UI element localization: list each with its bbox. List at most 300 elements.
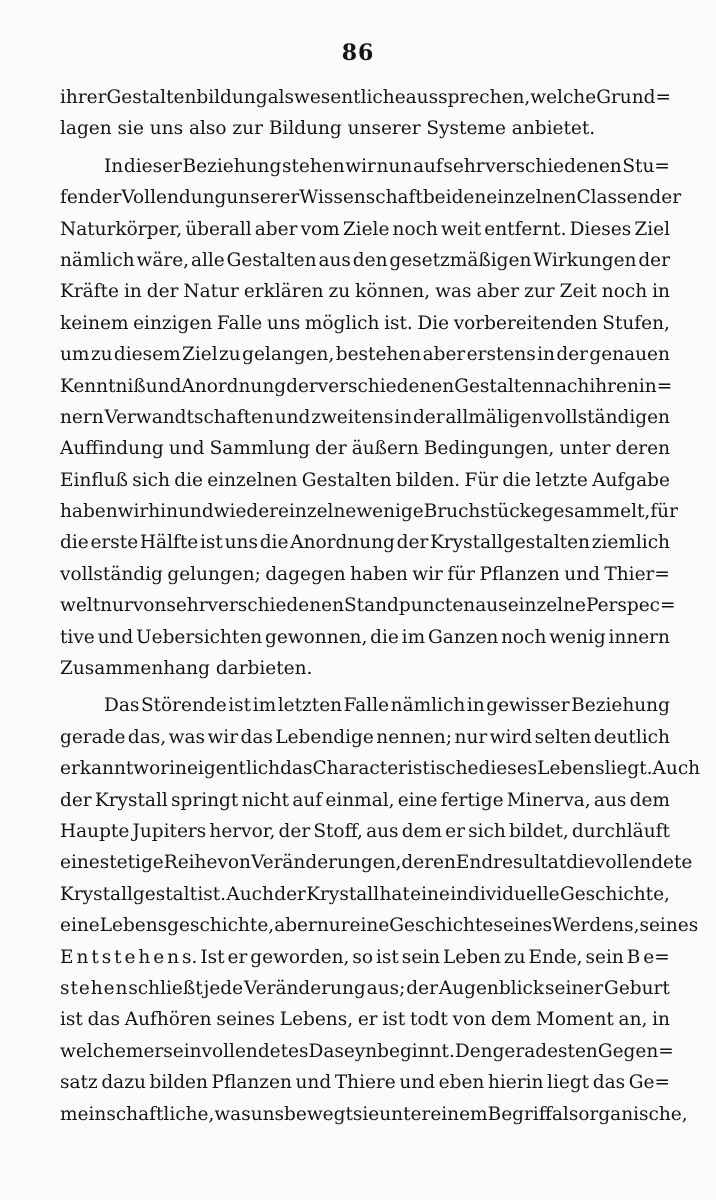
word: gesetzmäßigen xyxy=(389,249,532,271)
word: die xyxy=(259,532,289,554)
word: ihren xyxy=(589,375,639,397)
word: Störende xyxy=(140,695,227,717)
word: noch xyxy=(501,626,547,648)
word: der xyxy=(286,375,318,397)
word: Ge= xyxy=(628,1072,670,1094)
word: können, xyxy=(355,281,431,303)
word: letzten xyxy=(277,695,343,717)
word: sein xyxy=(401,946,441,968)
word: zu xyxy=(90,344,113,366)
word: Leben xyxy=(442,946,501,968)
word: Aufgabe xyxy=(592,469,670,491)
word: in= xyxy=(638,375,673,397)
word: geworden, xyxy=(250,946,350,968)
word: in xyxy=(394,406,413,428)
word: sie xyxy=(352,1103,380,1125)
text-line xyxy=(60,785,670,816)
word: und xyxy=(564,563,600,585)
paragraph xyxy=(60,82,670,145)
word: vollständig xyxy=(60,563,163,585)
word: keinem xyxy=(60,312,129,334)
word: wir xyxy=(117,501,149,523)
word: zu xyxy=(503,946,526,968)
word: wir xyxy=(207,726,239,748)
word: nur xyxy=(100,595,133,617)
text-line xyxy=(60,622,670,653)
word: Standpuncten xyxy=(344,595,476,617)
word: dem xyxy=(401,820,443,842)
word: was xyxy=(214,1103,251,1125)
word: aus xyxy=(366,820,399,842)
word: Grund= xyxy=(596,87,671,108)
word: dieses xyxy=(478,758,538,780)
text-line xyxy=(60,339,670,370)
word: Gegen= xyxy=(597,1040,674,1062)
word: springt xyxy=(171,789,239,811)
word: Die xyxy=(417,312,450,334)
word: Sammlung xyxy=(209,438,310,460)
word: in xyxy=(652,281,670,303)
word: Dieses xyxy=(569,218,632,240)
word: er xyxy=(143,1040,164,1062)
word: nur xyxy=(316,915,350,937)
text-line xyxy=(60,245,670,276)
word: beginnt. xyxy=(377,1040,455,1062)
word: Reihe xyxy=(163,852,218,874)
word: nur xyxy=(454,726,488,748)
text-line xyxy=(60,879,670,910)
word: den xyxy=(451,187,487,209)
word: in xyxy=(652,1009,670,1031)
word: meinschaftliche, xyxy=(60,1103,215,1125)
word: der xyxy=(396,532,429,554)
word: e xyxy=(103,977,115,999)
word: möglich xyxy=(304,312,380,334)
word: diesem xyxy=(113,344,181,366)
word: Bedingungen, xyxy=(423,438,555,460)
word: s xyxy=(60,977,70,999)
word: vorbereitenden xyxy=(453,312,598,334)
word: Perspec= xyxy=(585,595,676,617)
word: worin xyxy=(133,758,187,780)
word: er xyxy=(227,946,248,968)
word: wenig xyxy=(549,626,606,648)
word: was xyxy=(168,726,205,748)
word: Falle xyxy=(216,312,263,334)
text-line xyxy=(60,433,670,464)
text-line xyxy=(60,402,670,433)
word: Kräfte xyxy=(60,281,119,303)
word: h xyxy=(90,977,103,999)
word: so xyxy=(352,946,374,968)
word: Characteristische xyxy=(312,758,479,780)
word: als xyxy=(267,87,295,108)
word: dagegen xyxy=(265,563,346,585)
word: allmäligen xyxy=(445,406,544,428)
word: Geschichte xyxy=(389,915,494,937)
word: gerade xyxy=(60,726,126,748)
word: ist. xyxy=(197,883,227,905)
word: der xyxy=(60,789,92,811)
word: ist xyxy=(228,695,252,717)
word: Beziehung xyxy=(182,155,282,177)
word: bilden. xyxy=(395,469,461,491)
word: zweitens xyxy=(311,406,394,428)
word: deren xyxy=(615,438,670,460)
word: zu xyxy=(219,344,241,366)
word: stehen xyxy=(281,155,345,177)
word: Geburt xyxy=(604,977,670,999)
word: Hälfte xyxy=(139,532,199,554)
word: erkannt xyxy=(60,758,134,780)
word: wesentliche xyxy=(294,87,406,108)
word: von xyxy=(132,595,167,617)
word: vollendete xyxy=(594,852,693,874)
word: vollendetes xyxy=(201,1040,309,1062)
word: hierin xyxy=(487,1072,544,1094)
word: verschiedenen xyxy=(207,595,344,617)
word: e xyxy=(78,977,90,999)
word: bei xyxy=(422,187,452,209)
word: gewonnen, xyxy=(265,626,368,648)
word: Gestalten xyxy=(454,375,545,397)
word: Auffindung xyxy=(60,438,164,460)
text-line xyxy=(60,973,670,1004)
word: t xyxy=(70,977,78,999)
word: geradesten xyxy=(492,1040,598,1062)
word: s xyxy=(101,946,112,968)
word: nicht xyxy=(241,789,290,811)
word: haben xyxy=(350,563,408,585)
word: einmal, xyxy=(325,789,395,811)
word: und xyxy=(274,406,311,428)
word: und xyxy=(168,438,205,460)
text-line xyxy=(60,847,693,878)
text-line: Zusammenhang darbieten. xyxy=(60,658,313,680)
word: eigentlich xyxy=(186,758,281,780)
word: Krystall xyxy=(94,789,168,811)
word: tive xyxy=(60,626,95,648)
text-line xyxy=(60,722,670,753)
word: s. xyxy=(182,946,198,968)
word: ist xyxy=(375,946,399,968)
word: Stufen, xyxy=(602,312,670,334)
word: einzelne xyxy=(507,595,586,617)
text-line xyxy=(60,1067,670,1098)
word: bilden xyxy=(149,1072,208,1094)
word: wird xyxy=(489,726,533,748)
word: entfernt. xyxy=(484,218,567,240)
word: hervor, xyxy=(209,820,276,842)
word: Stoff, xyxy=(313,820,363,842)
word: h xyxy=(138,946,151,968)
word: nach xyxy=(544,375,590,397)
word: nun xyxy=(376,155,413,177)
text-line xyxy=(60,816,670,847)
text-line xyxy=(60,276,670,307)
word: deutlich xyxy=(593,726,670,748)
word: äußern xyxy=(351,438,419,460)
word: haben xyxy=(60,501,118,523)
word: das xyxy=(240,726,273,748)
word: Lebendige xyxy=(275,726,374,748)
word: Ganzen xyxy=(427,626,499,648)
word: eine xyxy=(60,915,100,937)
word: individuelle xyxy=(450,883,560,905)
word: liegt xyxy=(547,1072,590,1094)
word: er xyxy=(357,1009,378,1031)
word: Bruchstücke xyxy=(423,501,542,523)
word: gelangen, xyxy=(242,344,335,366)
word: Anordnung xyxy=(290,532,395,554)
word: Ist xyxy=(200,946,225,968)
word: bestehen xyxy=(335,344,422,366)
word: aber xyxy=(422,344,466,366)
paragraph xyxy=(60,151,682,685)
word: Auch xyxy=(652,758,701,780)
word: um xyxy=(60,344,90,366)
word: hat xyxy=(379,883,410,905)
word: Begriff xyxy=(487,1103,552,1125)
word: wenige xyxy=(356,501,424,523)
text-line xyxy=(60,1004,670,1035)
word: Vollendung xyxy=(121,187,227,209)
word: n xyxy=(76,946,89,968)
word: Ziele xyxy=(342,218,390,240)
word: auf xyxy=(292,789,323,811)
word: wieder xyxy=(213,501,279,523)
word: ziemlich xyxy=(591,532,670,554)
text-line xyxy=(60,753,701,784)
word: Kenntniß xyxy=(60,375,146,397)
word: hin xyxy=(148,501,179,523)
word: der xyxy=(649,187,682,209)
word: noch xyxy=(601,281,648,303)
word: erste xyxy=(90,532,139,554)
word: Falle xyxy=(343,695,390,717)
word: aussprechen, xyxy=(405,87,531,108)
text-line xyxy=(60,942,670,973)
word: in xyxy=(466,695,485,717)
word: e xyxy=(124,946,136,968)
word: von xyxy=(452,1009,487,1031)
text-line xyxy=(60,690,670,721)
word: das, xyxy=(127,726,167,748)
text-line xyxy=(60,527,670,558)
word: nennen; xyxy=(376,726,453,748)
word: einem xyxy=(430,1103,488,1125)
word: Veränderungen, xyxy=(250,852,402,874)
word: Naturkörper, xyxy=(60,218,183,240)
word: uns xyxy=(250,1103,285,1125)
word: durchläuft xyxy=(571,820,670,842)
word: e= xyxy=(643,946,670,968)
word: t xyxy=(91,946,99,968)
word: weit xyxy=(441,218,482,240)
word: und xyxy=(178,501,214,523)
word: welt xyxy=(60,595,101,617)
text-line xyxy=(60,465,670,496)
word: der xyxy=(556,344,588,366)
word: sich xyxy=(468,820,506,842)
word: uns xyxy=(266,312,301,334)
word: jede xyxy=(203,977,244,999)
word: liegt. xyxy=(604,758,653,780)
word: Moment xyxy=(535,1009,614,1031)
word: der xyxy=(146,281,179,303)
word: nern xyxy=(60,406,104,428)
word: als xyxy=(551,1103,579,1125)
word: Gestaltenbildung xyxy=(106,87,268,108)
word: er xyxy=(445,820,465,842)
word: verschiedenen xyxy=(317,375,455,397)
word: Jupiters xyxy=(132,820,207,842)
word: eine xyxy=(397,789,438,811)
word: überall xyxy=(185,218,252,240)
word: unserer xyxy=(226,187,300,209)
word: der xyxy=(412,406,445,428)
word: stetige xyxy=(99,852,164,874)
word: für xyxy=(650,501,678,523)
word: todt xyxy=(409,1009,448,1031)
word: Den xyxy=(454,1040,493,1062)
word: Endresultat xyxy=(455,852,567,874)
page-number: 86 xyxy=(341,40,375,66)
word: unter xyxy=(559,438,611,460)
word: B xyxy=(626,946,641,968)
word: die xyxy=(174,469,203,491)
word: ist xyxy=(60,1009,83,1031)
text-line xyxy=(60,82,670,113)
word: sich xyxy=(132,469,170,491)
word: fen xyxy=(60,187,90,209)
word: Geschichte, xyxy=(559,883,670,905)
word: erstens xyxy=(466,344,536,366)
word: Einfluß xyxy=(60,469,128,491)
word: wir xyxy=(345,155,376,177)
word: Das xyxy=(104,695,140,717)
word: Daseyn xyxy=(308,1040,378,1062)
word: sehr xyxy=(166,595,208,617)
word: nämlich xyxy=(60,249,135,271)
word: wir xyxy=(412,563,443,585)
word: Wirkungen xyxy=(533,249,637,271)
word: die xyxy=(502,469,532,491)
text-line xyxy=(60,371,673,402)
word: E xyxy=(60,946,74,968)
word: das xyxy=(592,1072,626,1094)
word: Pflanzen xyxy=(211,1072,292,1094)
word: Gestalten xyxy=(301,469,392,491)
word: Stu= xyxy=(622,155,670,177)
word: und xyxy=(399,1072,436,1094)
word: Beziehung xyxy=(571,695,670,717)
word: und xyxy=(145,375,182,397)
word: In xyxy=(104,155,124,177)
word: noch xyxy=(392,218,438,240)
word: Thiere xyxy=(334,1072,396,1094)
word: zur xyxy=(524,281,555,303)
word: ist xyxy=(382,1009,406,1031)
text-line: lagen sie uns also zur Bildung unserer Systeme anbietet. xyxy=(60,118,596,140)
word: Krystall xyxy=(306,883,380,905)
word: uns xyxy=(224,532,258,554)
word: vom xyxy=(300,218,340,240)
word: Krystallgestalt xyxy=(60,883,198,905)
word: ihrer xyxy=(60,87,107,108)
word: die xyxy=(566,852,595,874)
text-line xyxy=(60,214,670,245)
word: Haupte xyxy=(60,820,130,842)
word: gelungen; xyxy=(167,563,261,585)
word: verschiedenen xyxy=(485,155,622,177)
word: satz xyxy=(60,1072,98,1094)
word: der xyxy=(315,438,347,460)
word: das xyxy=(87,1009,120,1031)
word: der xyxy=(89,187,122,209)
word: Gestalten xyxy=(226,249,317,271)
word: bewegt xyxy=(284,1103,353,1125)
word: unter xyxy=(379,1103,431,1125)
word: gewisser xyxy=(486,695,570,717)
word: Verwandtschaften xyxy=(104,406,274,428)
word: Ende, xyxy=(528,946,583,968)
word: alle xyxy=(190,249,225,271)
word: Wissenschaft xyxy=(299,187,423,209)
word: dem xyxy=(629,789,670,811)
word: vollständigen xyxy=(544,406,670,428)
word: Veränderung xyxy=(244,977,366,999)
word: in xyxy=(537,344,555,366)
word: auf xyxy=(412,155,443,177)
text-line xyxy=(60,308,670,339)
word: Auch xyxy=(226,883,274,905)
word: ist xyxy=(200,532,223,554)
word: für xyxy=(447,563,475,585)
word: e xyxy=(153,946,165,968)
word: aus xyxy=(593,789,627,811)
word: ist. xyxy=(384,312,413,334)
text-line xyxy=(60,559,670,590)
word: Natur xyxy=(183,281,239,303)
paragraph xyxy=(60,690,701,1129)
word: t xyxy=(114,946,122,968)
word: wäre, xyxy=(136,249,190,271)
word: was xyxy=(435,281,472,303)
word: Ziel xyxy=(634,218,670,240)
word: deren xyxy=(401,852,456,874)
word: eine xyxy=(60,852,100,874)
word: aber xyxy=(476,281,520,303)
text-line xyxy=(60,151,670,182)
word: dazu xyxy=(101,1072,146,1094)
word: sein xyxy=(585,946,624,968)
body-text xyxy=(60,82,701,1130)
word: aus xyxy=(318,249,351,271)
word: der xyxy=(278,820,311,842)
word: welchem xyxy=(60,1040,144,1062)
word: das xyxy=(280,758,313,780)
word: seines xyxy=(216,1009,276,1031)
word: seiner xyxy=(545,977,604,999)
word: gesammelt, xyxy=(541,501,651,523)
word: dem xyxy=(490,1009,532,1031)
word: Aufhören xyxy=(124,1009,212,1031)
word: einzelnen xyxy=(207,469,298,491)
word: bildet, xyxy=(508,820,569,842)
word: Lebens xyxy=(537,758,605,780)
word: aus; xyxy=(366,977,406,999)
